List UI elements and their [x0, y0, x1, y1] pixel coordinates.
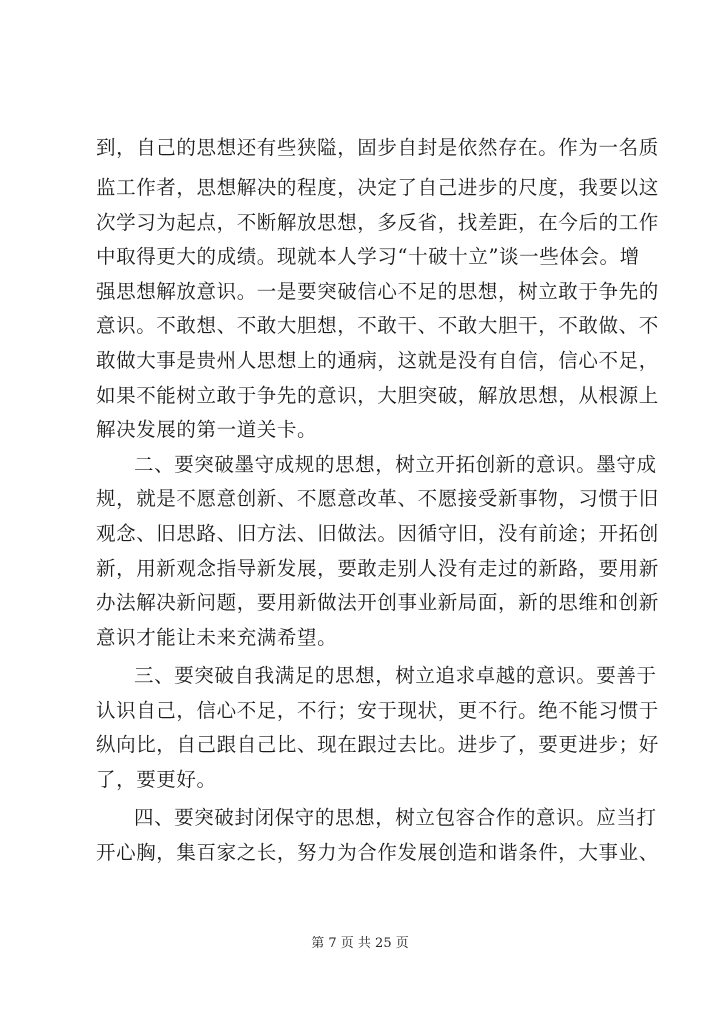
text-line: 到，自己的思想还有些狭隘，固步自封是依然存在。作为一名质	[96, 136, 659, 159]
text-line: 纵向比，自己跟自己比、现在跟过去比。进步了，要更进步；好	[96, 733, 659, 756]
page-footer: 第 7 页 共 25 页	[311, 936, 409, 951]
text-line: 解决发展的第一道关卡。	[96, 418, 318, 441]
text-line: 新，用新观念指导新发展，要敢走别人没有走过的新路，要用新	[96, 557, 659, 580]
text-line: 二、要突破墨守成规的思想，树立开拓创新的意识。墨守成	[134, 453, 657, 476]
text-line: 观念、旧思路、旧方法、旧做法。因循守旧，没有前途；开拓创	[96, 522, 659, 545]
text-line: 认识自己，信心不足，不行；安于现状，更不行。绝不能习惯于	[96, 699, 659, 722]
text-line: 意识。不敢想、不敢大胆想，不敢干、不敢大胆干，不敢做、不	[96, 314, 659, 337]
text-line: 如果不能树立敢于争先的意识，大胆突破，解放思想，从根源上	[96, 384, 659, 407]
text-line: 强思想解放意识。一是要突破信心不足的思想，树立敢于争先的	[96, 280, 659, 303]
text-line: 了，要更好。	[96, 768, 217, 791]
text-line: 次学习为起点，不断解放思想，多反省，找差距，在今后的工作	[96, 211, 659, 234]
text-line: 规，就是不愿意创新、不愿意改革、不愿接受新事物，习惯于旧	[96, 487, 659, 510]
text-line: 意识才能让未来充满希望。	[96, 626, 338, 649]
text-line: 中取得更大的成绩。现就本人学习“十破十立”谈一些体会。增	[96, 245, 640, 268]
text-line: 三、要突破自我满足的思想，树立追求卓越的意识。要善于	[134, 664, 657, 687]
text-line: 四、要突破封闭保守的思想，树立包容合作的意识。应当打	[134, 806, 657, 829]
text-line: 办法解决新问题，要用新做法开创事业新局面，新的思维和创新	[96, 591, 659, 614]
text-line: 敢做大事是贵州人思想上的通病，这就是没有自信，信心不足，	[96, 349, 659, 372]
text-line: 开心胸，集百家之长，努力为合作发展创造和谐条件，大事业、	[96, 841, 659, 864]
text-line: 监工作者，思想解决的程度，决定了自己进步的尺度，我要以这	[96, 176, 659, 199]
